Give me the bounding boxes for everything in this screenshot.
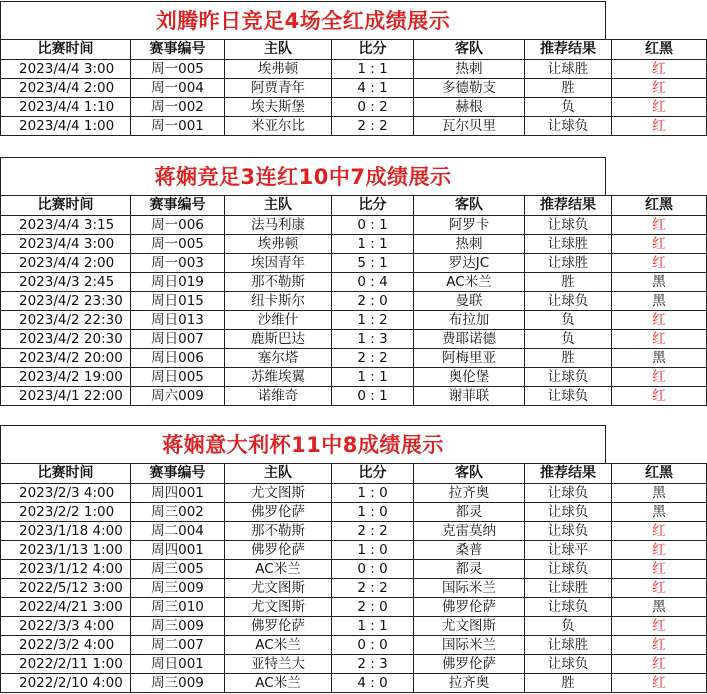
away-team-cell: 热刺 (414, 60, 525, 79)
home-team-cell: 埃因青年 (225, 254, 332, 273)
match-code-cell: 周二007 (131, 636, 225, 655)
header-away-team: 客队 (414, 40, 525, 60)
recommendation-cell: 让球负 (525, 292, 612, 311)
table-row (1, 273, 707, 292)
header-match-time: 比赛时间 (1, 196, 131, 216)
match-time-cell: 2023/4/2 19:00 (1, 368, 131, 387)
match-time-cell: 2023/4/1 22:00 (1, 387, 131, 406)
table-row (1, 330, 707, 349)
result-cell: 黑 (612, 273, 707, 292)
header-home-team: 主队 (225, 464, 332, 484)
result-cell: 红 (612, 60, 707, 79)
table-row (1, 503, 707, 522)
table-row (1, 79, 707, 98)
header-match-time: 比赛时间 (1, 40, 131, 60)
header-home-team: 主队 (225, 40, 332, 60)
match-code-cell: 周一001 (131, 117, 225, 136)
match-time-cell: 2023/4/4 3:00 (1, 60, 131, 79)
result-cell: 红 (612, 311, 707, 330)
result-cell: 红 (612, 98, 707, 117)
result-cell: 红 (612, 674, 707, 693)
table-body (1, 216, 707, 406)
recommendation-cell: 让球负 (525, 368, 612, 387)
header-match-code: 赛事编号 (131, 464, 225, 484)
recommendation-cell: 让球胜 (525, 254, 612, 273)
match-code-cell: 周日019 (131, 273, 225, 292)
recommendation-cell: 负 (525, 98, 612, 117)
recommendation-cell: 负 (525, 617, 612, 636)
result-cell: 黑 (612, 292, 707, 311)
recommendation-cell: 胜 (525, 273, 612, 292)
score-cell: 5 : 1 (332, 254, 414, 273)
match-time-cell: 2022/2/11 1:00 (1, 655, 131, 674)
match-code-cell: 周三010 (131, 598, 225, 617)
match-time-cell: 2023/4/4 1:10 (1, 98, 131, 117)
header-match-code: 赛事编号 (131, 196, 225, 216)
result-cell: 红 (612, 655, 707, 674)
away-team-cell: 赫根 (414, 98, 525, 117)
home-team-cell: 埃弗顿 (225, 235, 332, 254)
score-cell: 1 : 1 (332, 368, 414, 387)
score-cell: 2 : 0 (332, 598, 414, 617)
table-row (1, 541, 707, 560)
match-time-cell: 2023/4/2 22:30 (1, 311, 131, 330)
recommendation-cell: 让球负 (525, 503, 612, 522)
table-row (1, 617, 707, 636)
section-jiangxian-jingzu-results (0, 157, 673, 406)
result-cell: 红 (612, 216, 707, 235)
away-team-cell: 都灵 (414, 503, 525, 522)
match-time-cell: 2023/4/4 2:00 (1, 254, 131, 273)
score-cell: 2 : 2 (332, 349, 414, 368)
match-code-cell: 周一005 (131, 60, 225, 79)
score-cell: 2 : 2 (332, 522, 414, 541)
result-cell: 黑 (612, 503, 707, 522)
score-cell: 1 : 1 (332, 235, 414, 254)
header-away-team: 客队 (414, 196, 525, 216)
away-team-cell: 热刺 (414, 235, 525, 254)
home-team-cell: 亚特兰大 (225, 655, 332, 674)
header-row (1, 196, 707, 216)
home-team-cell: 尤文图斯 (225, 598, 332, 617)
away-team-cell: 瓦尔贝里 (414, 117, 525, 136)
result-cell: 红 (612, 522, 707, 541)
match-code-cell: 周六009 (131, 387, 225, 406)
table-row (1, 349, 707, 368)
recommendation-cell: 让球负 (525, 560, 612, 579)
table-row (1, 484, 707, 503)
away-team-cell: 都灵 (414, 560, 525, 579)
results-table (0, 463, 707, 693)
result-cell: 红 (612, 254, 707, 273)
home-team-cell: 塞尔塔 (225, 349, 332, 368)
result-cell: 红 (612, 330, 707, 349)
result-cell: 红 (612, 617, 707, 636)
result-cell: 红 (612, 368, 707, 387)
match-code-cell: 周日015 (131, 292, 225, 311)
match-time-cell: 2023/4/2 20:30 (1, 330, 131, 349)
header-recommendation: 推荐结果 (525, 196, 612, 216)
table-row (1, 60, 707, 79)
table-row (1, 560, 707, 579)
result-cell: 黑 (612, 349, 707, 368)
recommendation-cell: 让球负 (525, 387, 612, 406)
header-row (1, 464, 707, 484)
match-code-cell: 周日005 (131, 368, 225, 387)
home-team-cell: AC米兰 (225, 674, 332, 693)
home-team-cell: 佛罗伦萨 (225, 541, 332, 560)
table-row (1, 292, 707, 311)
away-team-cell: 奥伦堡 (414, 368, 525, 387)
away-team-cell: 桑普 (414, 541, 525, 560)
home-team-cell: 纽卡斯尔 (225, 292, 332, 311)
home-team-cell: 那不勒斯 (225, 522, 332, 541)
home-team-cell: 尤文图斯 (225, 484, 332, 503)
away-team-cell: 费耶诺德 (414, 330, 525, 349)
result-cell: 红 (612, 636, 707, 655)
home-team-cell: 沙维什 (225, 311, 332, 330)
header-score: 比分 (332, 40, 414, 60)
header-score: 比分 (332, 196, 414, 216)
table-row (1, 674, 707, 693)
home-team-cell: 佛罗伦萨 (225, 503, 332, 522)
score-cell: 0 : 0 (332, 560, 414, 579)
table-row (1, 117, 707, 136)
away-team-cell: 阿梅里亚 (414, 349, 525, 368)
away-team-cell: 国际米兰 (414, 579, 525, 598)
recommendation-cell: 让球负 (525, 216, 612, 235)
section-jiangxian-coppa-results (0, 425, 673, 693)
match-code-cell: 周四001 (131, 541, 225, 560)
recommendation-cell: 让球胜 (525, 579, 612, 598)
section-title: 蒋娴意大利杯11中8成绩展示 (0, 425, 606, 463)
score-cell: 1 : 3 (332, 330, 414, 349)
match-time-cell: 2023/4/4 3:15 (1, 216, 131, 235)
recommendation-cell: 让球负 (525, 117, 612, 136)
score-cell: 1 : 0 (332, 484, 414, 503)
header-result: 红黑 (612, 40, 707, 60)
result-cell: 红 (612, 117, 707, 136)
home-team-cell: 诺维奇 (225, 387, 332, 406)
home-team-cell: 埃夫斯堡 (225, 98, 332, 117)
score-cell: 1 : 2 (332, 311, 414, 330)
match-time-cell: 2023/1/13 1:00 (1, 541, 131, 560)
table-row (1, 311, 707, 330)
home-team-cell: 法马利康 (225, 216, 332, 235)
recommendation-cell: 胜 (525, 349, 612, 368)
match-code-cell: 周日013 (131, 311, 225, 330)
match-code-cell: 周日006 (131, 349, 225, 368)
result-cell: 红 (612, 235, 707, 254)
score-cell: 1 : 0 (332, 503, 414, 522)
table-row (1, 655, 707, 674)
match-code-cell: 周一002 (131, 98, 225, 117)
recommendation-cell: 让球平 (525, 541, 612, 560)
result-cell: 黑 (612, 598, 707, 617)
score-cell: 1 : 0 (332, 541, 414, 560)
match-time-cell: 2023/4/2 20:00 (1, 349, 131, 368)
table-row (1, 216, 707, 235)
away-team-cell: 多德勒支 (414, 79, 525, 98)
match-time-cell: 2023/4/3 2:45 (1, 273, 131, 292)
home-team-cell: 米亚尔比 (225, 117, 332, 136)
header-home-team: 主队 (225, 196, 332, 216)
recommendation-cell: 胜 (525, 674, 612, 693)
table-row (1, 636, 707, 655)
score-cell: 0 : 1 (332, 216, 414, 235)
away-team-cell: 佛罗伦萨 (414, 598, 525, 617)
result-cell: 红 (612, 560, 707, 579)
recommendation-cell: 让球负 (525, 655, 612, 674)
table-body (1, 60, 707, 136)
match-time-cell: 2023/4/2 23:30 (1, 292, 131, 311)
header-score: 比分 (332, 464, 414, 484)
away-team-cell: 国际米兰 (414, 636, 525, 655)
match-time-cell: 2022/3/2 4:00 (1, 636, 131, 655)
recommendation-cell: 胜 (525, 79, 612, 98)
table-row (1, 98, 707, 117)
away-team-cell: AC米兰 (414, 273, 525, 292)
home-team-cell: AC米兰 (225, 560, 332, 579)
match-time-cell: 2022/3/3 4:00 (1, 617, 131, 636)
match-time-cell: 2023/1/12 4:00 (1, 560, 131, 579)
home-team-cell: 鹿斯巴达 (225, 330, 332, 349)
result-cell: 红 (612, 541, 707, 560)
section-title: 蒋娴竞足3连红10中7成绩展示 (0, 157, 606, 195)
results-table (0, 195, 707, 406)
away-team-cell: 拉齐奥 (414, 674, 525, 693)
match-code-cell: 周一006 (131, 216, 225, 235)
result-cell: 黑 (612, 484, 707, 503)
away-team-cell: 阿罗卡 (414, 216, 525, 235)
away-team-cell: 克雷莫纳 (414, 522, 525, 541)
score-cell: 2 : 2 (332, 579, 414, 598)
header-away-team: 客队 (414, 464, 525, 484)
away-team-cell: 拉齐奥 (414, 484, 525, 503)
score-cell: 1 : 1 (332, 60, 414, 79)
table-row (1, 235, 707, 254)
table-row (1, 522, 707, 541)
home-team-cell: 尤文图斯 (225, 579, 332, 598)
header-match-time: 比赛时间 (1, 464, 131, 484)
home-team-cell: 那不勒斯 (225, 273, 332, 292)
results-table (0, 39, 707, 136)
match-time-cell: 2022/4/21 3:00 (1, 598, 131, 617)
score-cell: 4 : 0 (332, 674, 414, 693)
table-row (1, 254, 707, 273)
match-code-cell: 周日001 (131, 655, 225, 674)
header-result: 红黑 (612, 464, 707, 484)
header-match-code: 赛事编号 (131, 40, 225, 60)
away-team-cell: 曼联 (414, 292, 525, 311)
away-team-cell: 尤文图斯 (414, 617, 525, 636)
score-cell: 4 : 1 (332, 79, 414, 98)
score-cell: 2 : 0 (332, 292, 414, 311)
recommendation-cell: 负 (525, 311, 612, 330)
match-code-cell: 周四001 (131, 484, 225, 503)
table-body (1, 484, 707, 693)
result-cell: 红 (612, 79, 707, 98)
score-cell: 2 : 2 (332, 117, 414, 136)
recommendation-cell: 负 (525, 330, 612, 349)
match-code-cell: 周三009 (131, 674, 225, 693)
section-liuteng-results (0, 1, 673, 136)
score-cell: 2 : 3 (332, 655, 414, 674)
score-cell: 1 : 1 (332, 617, 414, 636)
match-code-cell: 周三009 (131, 617, 225, 636)
score-cell: 0 : 0 (332, 636, 414, 655)
away-team-cell: 佛罗伦萨 (414, 655, 525, 674)
away-team-cell: 谢菲联 (414, 387, 525, 406)
header-recommendation: 推荐结果 (525, 40, 612, 60)
table-row (1, 579, 707, 598)
match-code-cell: 周一004 (131, 79, 225, 98)
header-row (1, 40, 707, 60)
recommendation-cell: 让球胜 (525, 60, 612, 79)
match-time-cell: 2022/5/12 3:00 (1, 579, 131, 598)
home-team-cell: 埃弗顿 (225, 60, 332, 79)
table-row (1, 368, 707, 387)
match-time-cell: 2023/2/2 1:00 (1, 503, 131, 522)
match-code-cell: 周二004 (131, 522, 225, 541)
recommendation-cell: 让球负 (525, 598, 612, 617)
section-title: 刘腾昨日竞足4场全红成绩展示 (0, 1, 606, 39)
home-team-cell: 佛罗伦萨 (225, 617, 332, 636)
recommendation-cell: 让球胜 (525, 636, 612, 655)
match-time-cell: 2023/2/3 4:00 (1, 484, 131, 503)
match-code-cell: 周一005 (131, 235, 225, 254)
result-cell: 红 (612, 579, 707, 598)
match-time-cell: 2023/4/4 3:00 (1, 235, 131, 254)
recommendation-cell: 让球负 (525, 522, 612, 541)
match-code-cell: 周三005 (131, 560, 225, 579)
away-team-cell: 罗达JC (414, 254, 525, 273)
result-cell: 红 (612, 387, 707, 406)
match-code-cell: 周三002 (131, 503, 225, 522)
score-cell: 0 : 2 (332, 98, 414, 117)
header-recommendation: 推荐结果 (525, 464, 612, 484)
table-row (1, 387, 707, 406)
match-code-cell: 周一003 (131, 254, 225, 273)
match-time-cell: 2023/4/4 1:00 (1, 117, 131, 136)
match-code-cell: 周三009 (131, 579, 225, 598)
recommendation-cell: 让球胜 (525, 235, 612, 254)
header-result: 红黑 (612, 196, 707, 216)
score-cell: 0 : 4 (332, 273, 414, 292)
home-team-cell: 苏维埃翼 (225, 368, 332, 387)
table-row (1, 598, 707, 617)
match-code-cell: 周日007 (131, 330, 225, 349)
score-cell: 0 : 1 (332, 387, 414, 406)
match-time-cell: 2022/2/10 4:00 (1, 674, 131, 693)
home-team-cell: 阿贾青年 (225, 79, 332, 98)
recommendation-cell: 让球负 (525, 484, 612, 503)
match-time-cell: 2023/1/18 4:00 (1, 522, 131, 541)
home-team-cell: AC米兰 (225, 636, 332, 655)
away-team-cell: 布拉加 (414, 311, 525, 330)
match-time-cell: 2023/4/4 2:00 (1, 79, 131, 98)
